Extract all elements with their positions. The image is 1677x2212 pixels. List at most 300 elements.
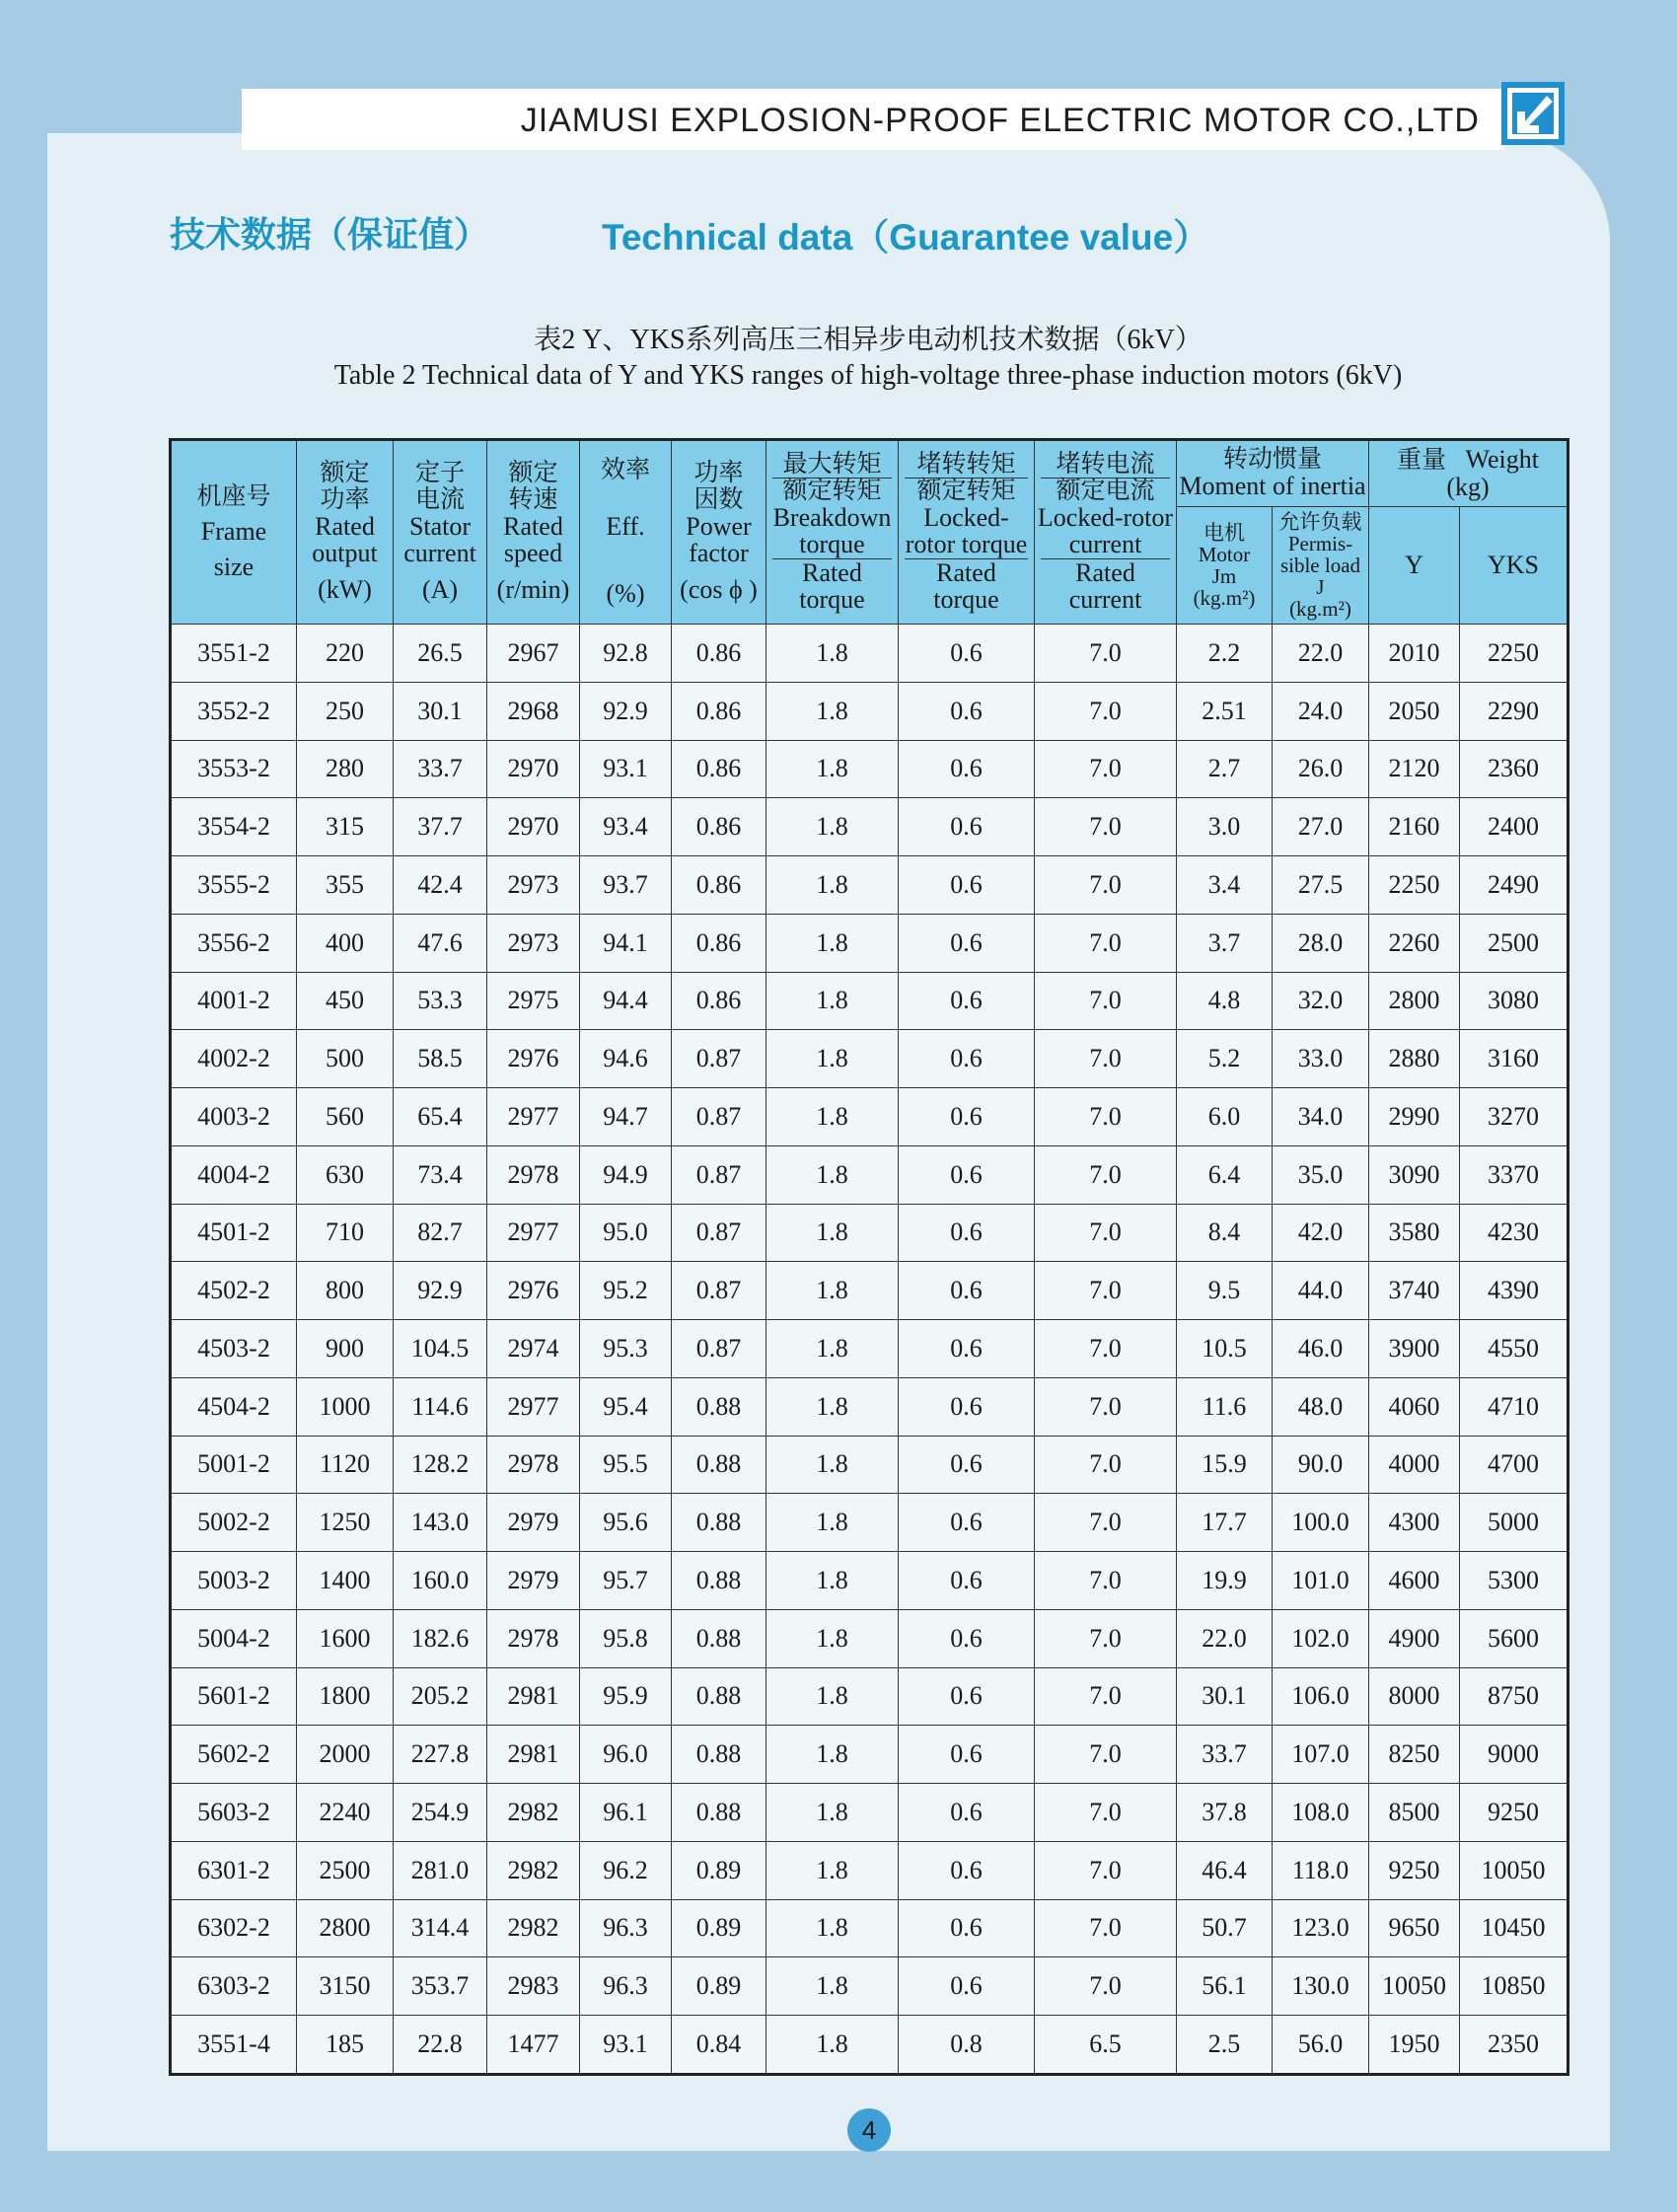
table-cell: 227.8 xyxy=(394,1726,487,1784)
table-cell: 65.4 xyxy=(394,1088,487,1146)
table-cell: 32.0 xyxy=(1273,972,1369,1030)
table-cell: 2800 xyxy=(1369,972,1460,1030)
table-cell: 0.6 xyxy=(899,1899,1035,1957)
table-cell: 0.6 xyxy=(899,1377,1035,1436)
table-cell: 93.1 xyxy=(580,2016,672,2075)
table-cell: 2977 xyxy=(487,1088,580,1146)
table-cell: 5002-2 xyxy=(171,1494,297,1552)
table-cell: 3.4 xyxy=(1177,856,1273,915)
table-cell: 0.86 xyxy=(672,914,766,972)
table-cell: 10450 xyxy=(1460,1899,1568,1957)
table-cell: 1000 xyxy=(297,1377,394,1436)
table-cell: 1600 xyxy=(297,1609,394,1667)
table-row xyxy=(171,1320,1568,1378)
table-cell: 17.7 xyxy=(1177,1494,1273,1552)
table-cell: 2350 xyxy=(1460,2016,1568,2075)
table-cell: 46.4 xyxy=(1177,1841,1273,1899)
table-cell: 10.5 xyxy=(1177,1320,1273,1378)
table-cell: 0.6 xyxy=(899,1320,1035,1378)
table-cell: 47.6 xyxy=(394,914,487,972)
table-cell: 450 xyxy=(297,972,394,1030)
table-cell: 3551-4 xyxy=(171,2016,297,2075)
table-cell: 5004-2 xyxy=(171,1609,297,1667)
table-row xyxy=(171,1552,1568,1610)
table-cell: 44.0 xyxy=(1273,1262,1369,1320)
table-row xyxy=(171,1957,1568,2016)
table-cell: 92.8 xyxy=(580,625,672,683)
table-cell: 7.0 xyxy=(1035,682,1177,740)
table-row xyxy=(171,1262,1568,1320)
table-cell: 1.8 xyxy=(766,1726,899,1784)
table-cell: 1.8 xyxy=(766,1088,899,1146)
table-cell: 27.5 xyxy=(1273,856,1369,915)
table-cell: 2360 xyxy=(1460,740,1568,798)
technical-data-table xyxy=(169,438,1569,2076)
table-cell: 4700 xyxy=(1460,1436,1568,1494)
table-cell: 2974 xyxy=(487,1320,580,1378)
table-cell: 102.0 xyxy=(1273,1609,1369,1667)
table-cell: 4504-2 xyxy=(171,1377,297,1436)
table-cell: 0.6 xyxy=(899,682,1035,740)
table-cell: 4060 xyxy=(1369,1377,1460,1436)
table-cell: 7.0 xyxy=(1035,1204,1177,1262)
table-cell: 4503-2 xyxy=(171,1320,297,1378)
table-cell: 7.0 xyxy=(1035,740,1177,798)
table-cell: 33.7 xyxy=(1177,1726,1273,1784)
table-cell: 15.9 xyxy=(1177,1436,1273,1494)
table-cell: 2120 xyxy=(1369,740,1460,798)
table-cell: 95.6 xyxy=(580,1494,672,1552)
table-cell: 7.0 xyxy=(1035,1262,1177,1320)
table-cell: 130.0 xyxy=(1273,1957,1369,2016)
table-cell: 4550 xyxy=(1460,1320,1568,1378)
table-cell: 104.5 xyxy=(394,1320,487,1378)
table-cell: 96.3 xyxy=(580,1899,672,1957)
table-cell: 4502-2 xyxy=(171,1262,297,1320)
table-cell: 5602-2 xyxy=(171,1726,297,1784)
table-cell: 24.0 xyxy=(1273,682,1369,740)
table-caption-zh: 表2 Y、YKS系列高压三相异步电动机技术数据（6kV） xyxy=(534,325,1203,355)
table-cell: 2979 xyxy=(487,1552,580,1610)
table-cell: 6301-2 xyxy=(171,1841,297,1899)
table-cell: 0.88 xyxy=(672,1667,766,1726)
table-cell: 250 xyxy=(297,682,394,740)
table-cell: 630 xyxy=(297,1145,394,1204)
table-cell: 0.6 xyxy=(899,1784,1035,1842)
table-cell: 7.0 xyxy=(1035,1088,1177,1146)
table-cell: 2250 xyxy=(1369,856,1460,915)
table-cell: 2982 xyxy=(487,1784,580,1842)
table-cell: 3.7 xyxy=(1177,914,1273,972)
table-cell: 96.3 xyxy=(580,1957,672,2016)
table-cell: 0.88 xyxy=(672,1377,766,1436)
table-cell: 37.7 xyxy=(394,798,487,856)
table-cell: 4000 xyxy=(1369,1436,1460,1494)
table-cell: 160.0 xyxy=(394,1552,487,1610)
table-cell: 95.5 xyxy=(580,1436,672,1494)
table-cell: 7.0 xyxy=(1035,914,1177,972)
table-cell: 6.4 xyxy=(1177,1145,1273,1204)
table-cell: 0.88 xyxy=(672,1609,766,1667)
table-cell: 6.5 xyxy=(1035,2016,1177,2075)
table-cell: 2.5 xyxy=(1177,2016,1273,2075)
table-cell: 37.8 xyxy=(1177,1784,1273,1842)
col-moment-of-inertia: 转动惯量 Moment of inertia xyxy=(1177,440,1369,507)
table-row xyxy=(171,740,1568,798)
table-cell: 34.0 xyxy=(1273,1088,1369,1146)
table-cell: 2500 xyxy=(297,1841,394,1899)
table-cell: 2968 xyxy=(487,682,580,740)
table-row xyxy=(171,1377,1568,1436)
table-cell: 2240 xyxy=(297,1784,394,1842)
table-cell: 2160 xyxy=(1369,798,1460,856)
table-row xyxy=(171,1030,1568,1088)
table-cell: 1.8 xyxy=(766,1204,899,1262)
table-cell: 1.8 xyxy=(766,1609,899,1667)
company-name: JIAMUSI EXPLOSION-PROOF ELECTRIC MOTOR CO.,LTD xyxy=(520,102,1480,139)
table-cell: 0.6 xyxy=(899,1030,1035,1088)
table-cell: 30.1 xyxy=(394,682,487,740)
table-cell: 3150 xyxy=(297,1957,394,2016)
table-cell: 0.88 xyxy=(672,1552,766,1610)
table-cell: 400 xyxy=(297,914,394,972)
table-cell: 10850 xyxy=(1460,1957,1568,2016)
table-cell: 0.88 xyxy=(672,1726,766,1784)
table-cell: 8750 xyxy=(1460,1667,1568,1726)
table-cell: 95.8 xyxy=(580,1609,672,1667)
table-cell: 9250 xyxy=(1460,1784,1568,1842)
table-cell: 900 xyxy=(297,1320,394,1378)
table-cell: 4002-2 xyxy=(171,1030,297,1088)
table-cell: 1.8 xyxy=(766,2016,899,2075)
col-breakdown-torque: 最大转矩 额定转矩 Breakdown torque Rated torque xyxy=(766,440,899,625)
table-cell: 2050 xyxy=(1369,682,1460,740)
table-cell: 0.6 xyxy=(899,1552,1035,1610)
table-cell: 4230 xyxy=(1460,1204,1568,1262)
table-cell: 315 xyxy=(297,798,394,856)
table-cell: 3552-2 xyxy=(171,682,297,740)
table-cell: 30.1 xyxy=(1177,1667,1273,1726)
table-cell: 4003-2 xyxy=(171,1088,297,1146)
table-cell: 710 xyxy=(297,1204,394,1262)
table-cell: 2979 xyxy=(487,1494,580,1552)
table-cell: 0.6 xyxy=(899,1494,1035,1552)
table-cell: 1.8 xyxy=(766,1145,899,1204)
table-cell: 0.88 xyxy=(672,1784,766,1842)
table-cell: 94.7 xyxy=(580,1088,672,1146)
table-cell: 1477 xyxy=(487,2016,580,2075)
table-cell: 46.0 xyxy=(1273,1320,1369,1378)
table-cell: 7.0 xyxy=(1035,1899,1177,1957)
table-cell: 95.4 xyxy=(580,1377,672,1436)
table-cell: 7.0 xyxy=(1035,1436,1177,1494)
table-cell: 4710 xyxy=(1460,1377,1568,1436)
table-cell: 5600 xyxy=(1460,1609,1568,1667)
table-cell: 2978 xyxy=(487,1436,580,1494)
table-cell: 2990 xyxy=(1369,1088,1460,1146)
table-cell: 2983 xyxy=(487,1957,580,2016)
table-cell: 22.0 xyxy=(1273,625,1369,683)
table-cell: 9000 xyxy=(1460,1726,1568,1784)
table-row xyxy=(171,856,1568,915)
table-cell: 5603-2 xyxy=(171,1784,297,1842)
table-cell: 8000 xyxy=(1369,1667,1460,1726)
table-cell: 56.0 xyxy=(1273,2016,1369,2075)
table-cell: 7.0 xyxy=(1035,625,1177,683)
col-rated-output: 额定 功率 Rated output (kW) xyxy=(297,440,394,625)
table-cell: 95.9 xyxy=(580,1667,672,1726)
table-cell: 42.0 xyxy=(1273,1204,1369,1262)
table-cell: 1.8 xyxy=(766,856,899,915)
table-cell: 5601-2 xyxy=(171,1667,297,1726)
table-cell: 6302-2 xyxy=(171,1899,297,1957)
table-cell: 0.6 xyxy=(899,1841,1035,1899)
col-motor-jm: 电机 Motor Jm (kg.m²) xyxy=(1177,507,1273,625)
table-cell: 2981 xyxy=(487,1667,580,1726)
table-cell: 4900 xyxy=(1369,1609,1460,1667)
table-cell: 220 xyxy=(297,625,394,683)
table-cell: 0.86 xyxy=(672,798,766,856)
table-cell: 2970 xyxy=(487,740,580,798)
table-cell: 182.6 xyxy=(394,1609,487,1667)
table-cell: 94.6 xyxy=(580,1030,672,1088)
table-cell: 0.8 xyxy=(899,2016,1035,2075)
table-cell: 95.7 xyxy=(580,1552,672,1610)
table-cell: 94.1 xyxy=(580,914,672,972)
table-cell: 4001-2 xyxy=(171,972,297,1030)
table-cell: 4390 xyxy=(1460,1262,1568,1320)
table-caption-en: Table 2 Technical data of Y and YKS ranges of high-voltage three-phase induction motors (6kV) xyxy=(333,360,1403,391)
table-cell: 3740 xyxy=(1369,1262,1460,1320)
table-cell: 7.0 xyxy=(1035,1030,1177,1088)
table-cell: 19.9 xyxy=(1177,1552,1273,1610)
table-cell: 0.89 xyxy=(672,1841,766,1899)
table-cell: 2967 xyxy=(487,625,580,683)
table-cell: 101.0 xyxy=(1273,1552,1369,1610)
table-cell: 2970 xyxy=(487,798,580,856)
col-weight-yks: YKS xyxy=(1460,507,1568,625)
table-cell: 95.3 xyxy=(580,1320,672,1378)
table-cell: 8500 xyxy=(1369,1784,1460,1842)
table-cell: 28.0 xyxy=(1273,914,1369,972)
table-row xyxy=(171,798,1568,856)
table-cell: 314.4 xyxy=(394,1899,487,1957)
table-cell: 2977 xyxy=(487,1204,580,1262)
table-cell: 94.9 xyxy=(580,1145,672,1204)
table-cell: 8250 xyxy=(1369,1726,1460,1784)
table-cell: 143.0 xyxy=(394,1494,487,1552)
table-cell: 2400 xyxy=(1460,798,1568,856)
table-cell: 0.86 xyxy=(672,856,766,915)
table-cell: 0.84 xyxy=(672,2016,766,2075)
table-cell: 2010 xyxy=(1369,625,1460,683)
table-cell: 2977 xyxy=(487,1377,580,1436)
table-cell: 7.0 xyxy=(1035,1841,1177,1899)
table-cell: 3900 xyxy=(1369,1320,1460,1378)
table-cell: 107.0 xyxy=(1273,1726,1369,1784)
table-row xyxy=(171,1204,1568,1262)
table-cell: 7.0 xyxy=(1035,856,1177,915)
table-cell: 4501-2 xyxy=(171,1204,297,1262)
table-cell: 2250 xyxy=(1460,625,1568,683)
table-cell: 1.8 xyxy=(766,1436,899,1494)
table-cell: 2880 xyxy=(1369,1030,1460,1088)
table-cell: 800 xyxy=(297,1262,394,1320)
table-cell: 353.7 xyxy=(394,1957,487,2016)
table-cell: 22.8 xyxy=(394,2016,487,2075)
table-cell: 9.5 xyxy=(1177,1262,1273,1320)
section-title-en: Technical data（Guarantee value） xyxy=(602,217,1210,258)
table-cell: 92.9 xyxy=(580,682,672,740)
table-cell: 6.0 xyxy=(1177,1088,1273,1146)
table-cell: 128.2 xyxy=(394,1436,487,1494)
table-cell: 56.1 xyxy=(1177,1957,1273,2016)
table-cell: 281.0 xyxy=(394,1841,487,1899)
table-cell: 114.6 xyxy=(394,1377,487,1436)
table-cell: 7.0 xyxy=(1035,1784,1177,1842)
table-cell: 0.6 xyxy=(899,914,1035,972)
table-cell: 185 xyxy=(297,2016,394,2075)
table-cell: 0.6 xyxy=(899,740,1035,798)
table-cell: 96.2 xyxy=(580,1841,672,1899)
down-left-arrow-logo-icon xyxy=(1501,82,1565,145)
table-cell: 2800 xyxy=(297,1899,394,1957)
table-row xyxy=(171,1899,1568,1957)
table-cell: 9250 xyxy=(1369,1841,1460,1899)
table-cell: 0.6 xyxy=(899,1088,1035,1146)
table-cell: 100.0 xyxy=(1273,1494,1369,1552)
table-row xyxy=(171,972,1568,1030)
table-cell: 1950 xyxy=(1369,2016,1460,2075)
table-cell: 3080 xyxy=(1460,972,1568,1030)
table-cell: 0.6 xyxy=(899,1667,1035,1726)
table-cell: 1.8 xyxy=(766,1841,899,1899)
table-cell: 254.9 xyxy=(394,1784,487,1842)
table-cell: 1.8 xyxy=(766,1552,899,1610)
table-cell: 8.4 xyxy=(1177,1204,1273,1262)
table-cell: 1.8 xyxy=(766,1667,899,1726)
table-cell: 5300 xyxy=(1460,1552,1568,1610)
table-cell: 58.5 xyxy=(394,1030,487,1088)
table-cell: 2981 xyxy=(487,1726,580,1784)
table-cell: 53.3 xyxy=(394,972,487,1030)
col-power-factor: 功率 因数 Power factor (cos ϕ ) xyxy=(672,440,766,625)
table-cell: 0.87 xyxy=(672,1204,766,1262)
table-cell: 1120 xyxy=(297,1436,394,1494)
table-cell: 92.9 xyxy=(394,1262,487,1320)
table-cell: 0.87 xyxy=(672,1088,766,1146)
col-efficiency: 效率 Eff. (%) xyxy=(580,440,672,625)
table-cell: 5001-2 xyxy=(171,1436,297,1494)
table-cell: 1.8 xyxy=(766,914,899,972)
table-cell: 3160 xyxy=(1460,1030,1568,1088)
table-cell: 7.0 xyxy=(1035,798,1177,856)
table-cell: 4004-2 xyxy=(171,1145,297,1204)
table-cell: 1.8 xyxy=(766,1030,899,1088)
table-cell: 10050 xyxy=(1460,1841,1568,1899)
table-row xyxy=(171,2016,1568,2075)
table-cell: 1400 xyxy=(297,1552,394,1610)
table-cell: 7.0 xyxy=(1035,1726,1177,1784)
table-cell: 0.6 xyxy=(899,972,1035,1030)
table-cell: 355 xyxy=(297,856,394,915)
table-cell: 0.6 xyxy=(899,856,1035,915)
table-cell: 2.7 xyxy=(1177,740,1273,798)
table-cell: 1.8 xyxy=(766,1957,899,2016)
table-cell: 1.8 xyxy=(766,1784,899,1842)
table-cell: 1.8 xyxy=(766,1494,899,1552)
table-cell: 0.6 xyxy=(899,1726,1035,1784)
page-number: 4 xyxy=(847,2108,891,2152)
table-cell: 3554-2 xyxy=(171,798,297,856)
table-cell: 93.4 xyxy=(580,798,672,856)
table-cell: 27.0 xyxy=(1273,798,1369,856)
table-cell: 73.4 xyxy=(394,1145,487,1204)
table-cell: 0.86 xyxy=(672,682,766,740)
col-frame-size: 机座号 Frame size xyxy=(171,440,297,625)
table-cell: 42.4 xyxy=(394,856,487,915)
table-row xyxy=(171,1088,1568,1146)
table-cell: 7.0 xyxy=(1035,1609,1177,1667)
table-cell: 7.0 xyxy=(1035,1957,1177,2016)
table-cell: 2.51 xyxy=(1177,682,1273,740)
table-cell: 1250 xyxy=(297,1494,394,1552)
table-cell: 1800 xyxy=(297,1667,394,1726)
table-row xyxy=(171,1145,1568,1204)
table-cell: 7.0 xyxy=(1035,972,1177,1030)
table-cell: 3556-2 xyxy=(171,914,297,972)
table-cell: 0.87 xyxy=(672,1030,766,1088)
table-cell: 0.6 xyxy=(899,1145,1035,1204)
section-title-zh: 技术数据（保证值） xyxy=(170,215,490,256)
col-rated-speed: 额定 转速 Rated speed (r/min) xyxy=(487,440,580,625)
table-cell: 0.86 xyxy=(672,625,766,683)
table-cell: 118.0 xyxy=(1273,1841,1369,1899)
table-cell: 22.0 xyxy=(1177,1609,1273,1667)
table-cell: 3551-2 xyxy=(171,625,297,683)
table-cell: 7.0 xyxy=(1035,1667,1177,1726)
table-cell: 2976 xyxy=(487,1030,580,1088)
col-weight-y: Y xyxy=(1369,507,1460,625)
table-cell: 1.8 xyxy=(766,972,899,1030)
table-cell: 90.0 xyxy=(1273,1436,1369,1494)
table-cell: 0.86 xyxy=(672,972,766,1030)
table-cell: 26.0 xyxy=(1273,740,1369,798)
table-row xyxy=(171,1609,1568,1667)
table-cell: 4300 xyxy=(1369,1494,1460,1552)
table-cell: 0.88 xyxy=(672,1436,766,1494)
table-cell: 7.0 xyxy=(1035,1145,1177,1204)
table-cell: 0.89 xyxy=(672,1899,766,1957)
table-cell: 0.6 xyxy=(899,625,1035,683)
table-cell: 1.8 xyxy=(766,798,899,856)
table-cell: 5003-2 xyxy=(171,1552,297,1610)
table-cell: 95.2 xyxy=(580,1262,672,1320)
table-cell: 0.6 xyxy=(899,1436,1035,1494)
table-cell: 106.0 xyxy=(1273,1667,1369,1726)
table-cell: 3270 xyxy=(1460,1088,1568,1146)
table-row xyxy=(171,682,1568,740)
table-cell: 5000 xyxy=(1460,1494,1568,1552)
table-cell: 2290 xyxy=(1460,682,1568,740)
col-permissible-load: 允许负载 Permis- sible load J (kg.m²) xyxy=(1273,507,1369,625)
table-cell: 3555-2 xyxy=(171,856,297,915)
table-cell: 3.0 xyxy=(1177,798,1273,856)
table-cell: 500 xyxy=(297,1030,394,1088)
table-cell: 33.7 xyxy=(394,740,487,798)
table-cell: 2973 xyxy=(487,856,580,915)
table-cell: 94.4 xyxy=(580,972,672,1030)
